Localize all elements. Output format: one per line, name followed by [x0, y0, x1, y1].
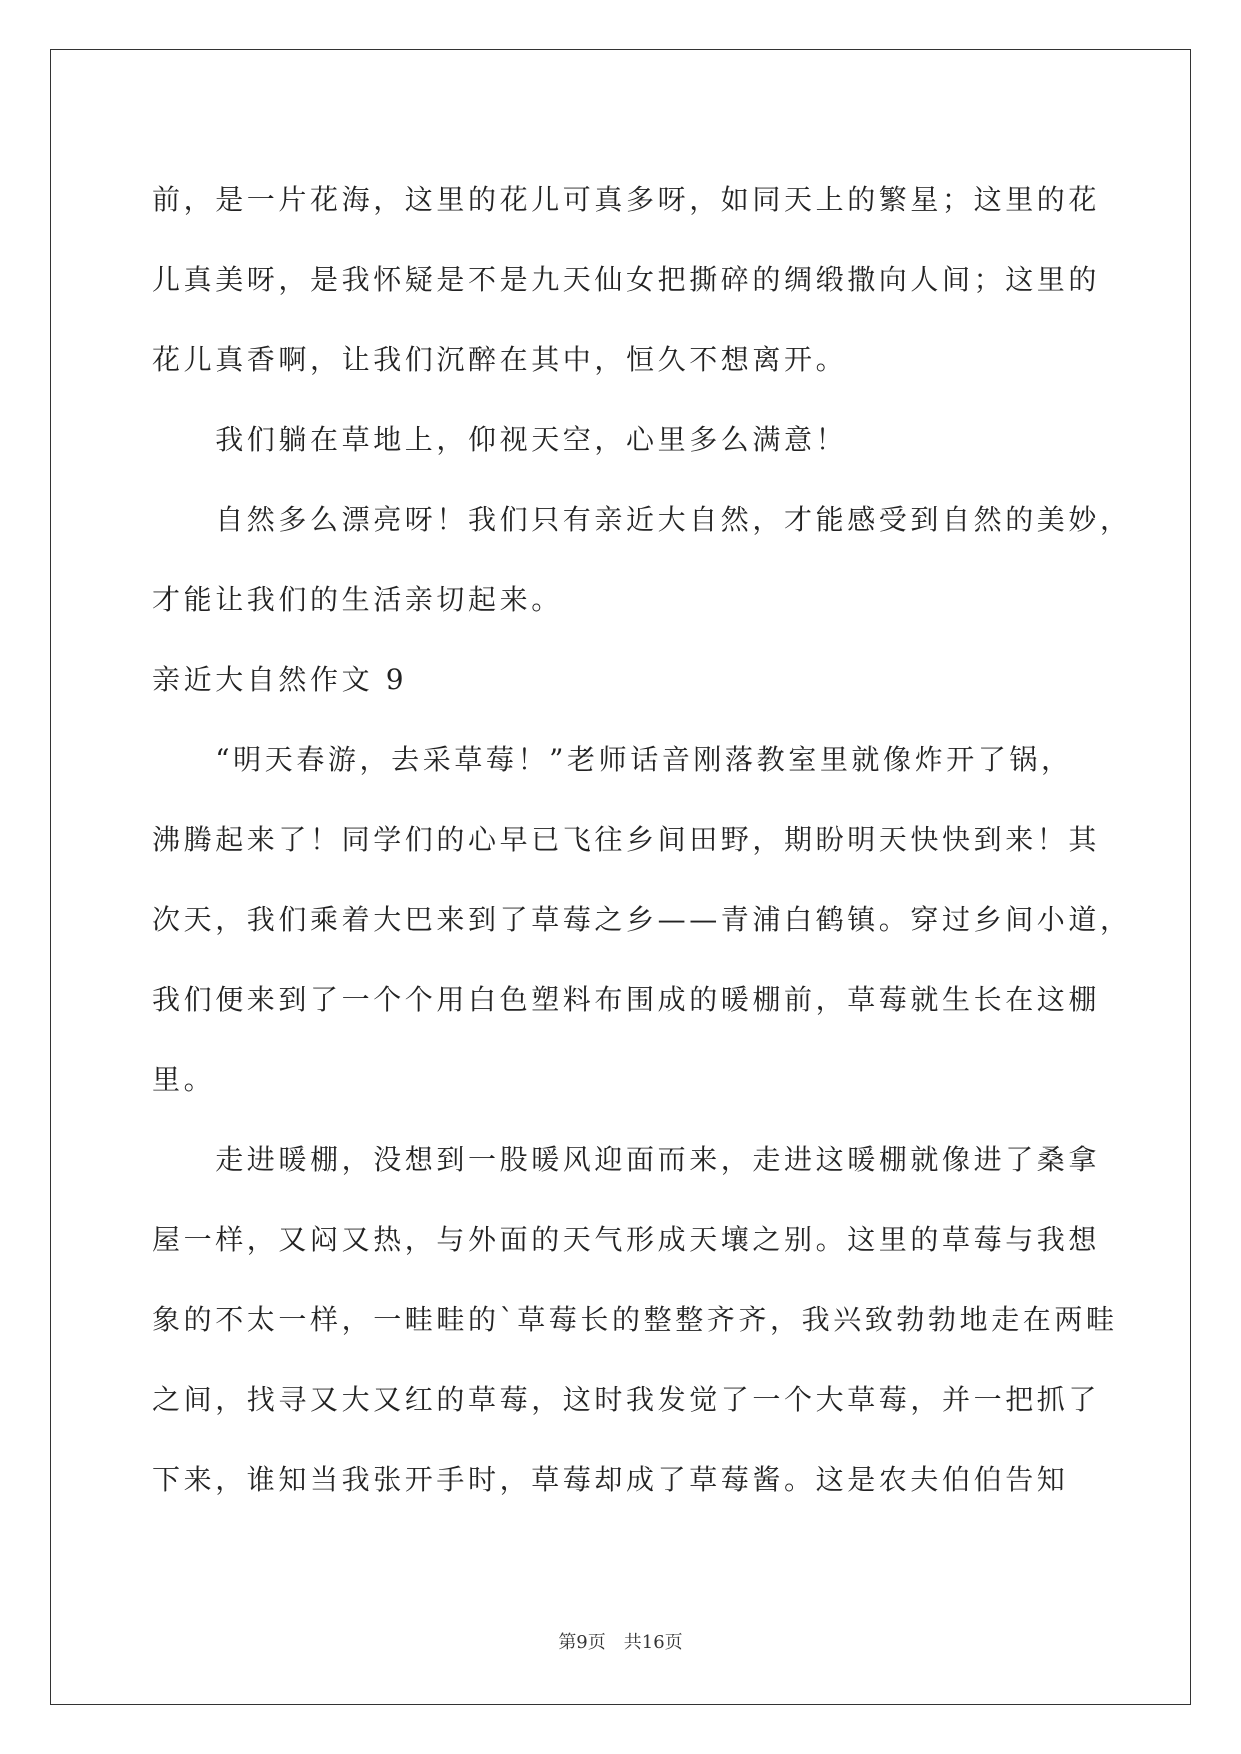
text-line: 我们便来到了一个个用白色塑料布围成的暖棚前，草莓就生长在这棚 [152, 983, 1101, 1016]
text-line: 沸腾起来了！同学们的心早已飞往乡间田野，期盼明天快快到来！其 [152, 823, 1101, 856]
page-number: 第9页 [558, 1632, 606, 1653]
text-line: 之间，找寻又大又红的草莓，这时我发觉了一个大草莓，并一把抓了 [152, 1383, 1101, 1416]
text-line: “明天春游，去采草莓！”老师话音刚落教室里就像炸开了锅， [152, 743, 1073, 776]
text-line: 自然多么漂亮呀！我们只有亲近大自然，才能感受到自然的美妙， [152, 503, 1132, 536]
text-line: 里。 [152, 1063, 216, 1096]
text-line: 走进暖棚，没想到一股暖风迎面而来，走进这暖棚就像进了桑拿 [152, 1143, 1101, 1176]
text-line: 屋一样，又闷又热，与外面的天气形成天壤之别。这里的草莓与我想 [152, 1223, 1101, 1256]
text-line: 我们躺在草地上，仰视天空，心里多么满意！ [152, 423, 848, 456]
page-total: 共16页 [623, 1632, 683, 1653]
section-heading: 亲近大自然作文 9 [152, 663, 408, 696]
page-footer [0, 1628, 1241, 1654]
text-line: 才能让我们的生活亲切起来。 [152, 583, 563, 616]
document-body [152, 160, 1132, 1520]
text-line: 次天，我们乘着大巴来到了草莓之乡——青浦白鹤镇。穿过乡间小道， [152, 903, 1132, 936]
text-line: 象的不太一样，一畦畦的`草莓长的整整齐齐，我兴致勃勃地走在两畦 [152, 1303, 1118, 1336]
text-line: 前，是一片花海，这里的花儿可真多呀，如同天上的繁星；这里的花 [152, 183, 1101, 216]
text-line: 花儿真香啊，让我们沉醉在其中，恒久不想离开。 [152, 343, 848, 376]
text-line: 儿真美呀，是我怀疑是不是九天仙女把撕碎的绸缎撒向人间；这里的 [152, 263, 1101, 296]
text-line: 下来，谁知当我张开手时，草莓却成了草莓酱。这是农夫伯伯告知 [152, 1463, 1069, 1496]
